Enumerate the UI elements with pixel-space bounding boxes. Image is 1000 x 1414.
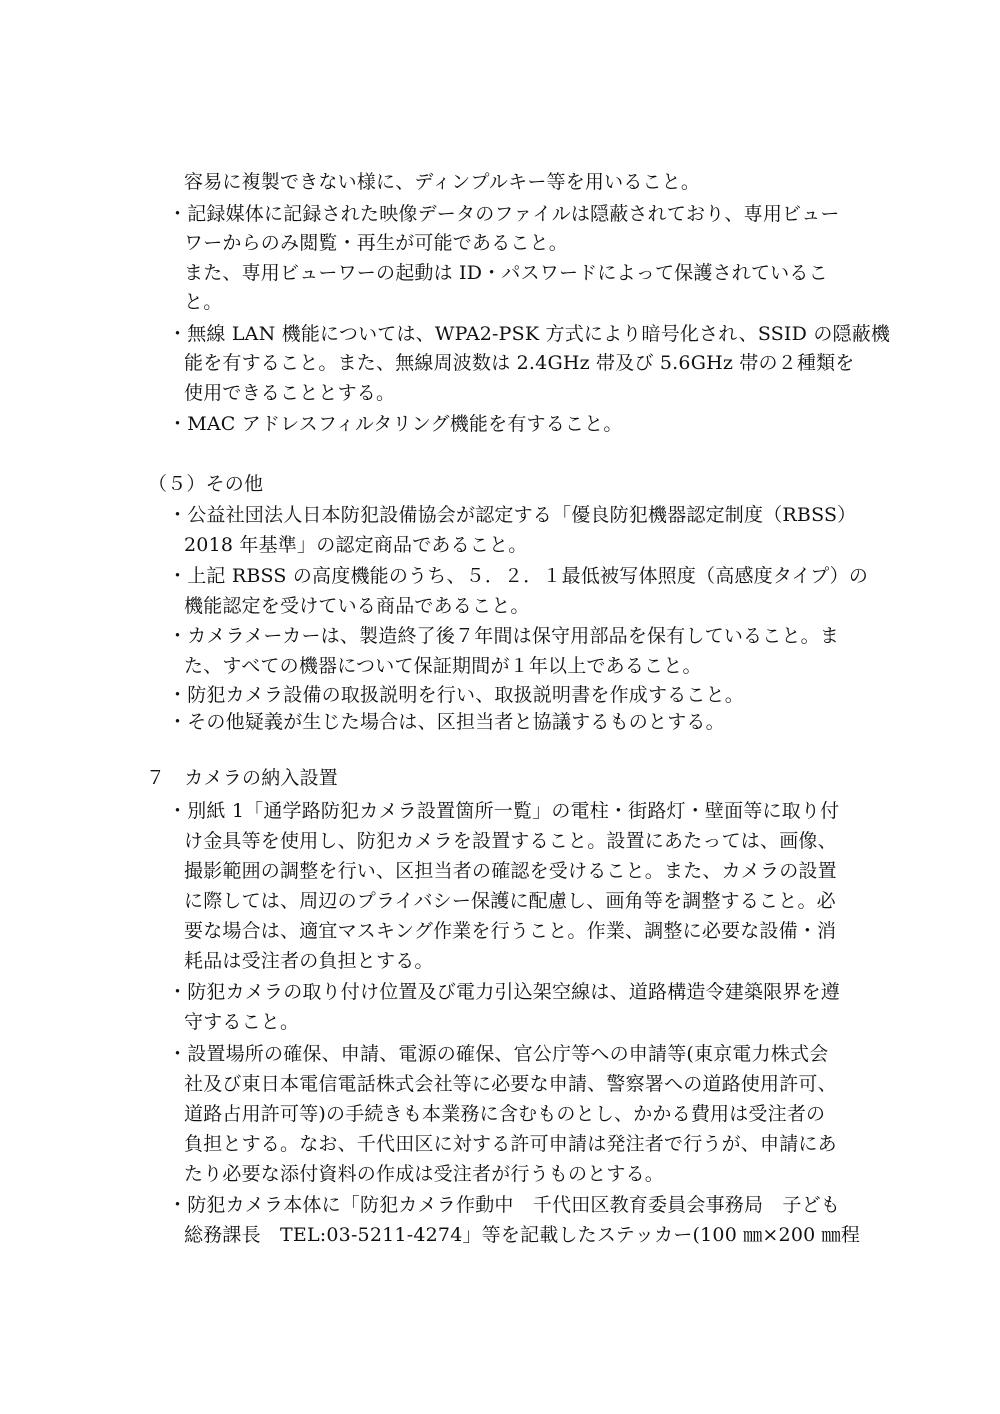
bullet-item: ・防犯カメラ設備の取扱説明を行い、取扱説明書を作成すること。 [168,684,745,706]
text-line: 要な場合は、適宜マスキング作業を行うこと。作業、調整に必要な設備・消 [184,920,837,942]
text-line: 耗品は受注者の負担とする。 [184,950,434,972]
text-line: と。 [184,291,223,313]
text-line: に際しては、周辺のプライバシー保護に配慮し、画角等を調整すること。必 [184,890,836,912]
text-line: 社及び東日本電信電話株式会社等に必要な申請、警察署への道路使用許可、 [184,1073,837,1095]
section-heading: （５）その他 [148,473,264,495]
bullet-item: ・記録媒体に記録された映像データのファイルは隠蔽されており、専用ビュー [168,203,840,225]
text-line: また、専用ビューワーの起動は ID・パスワードによって保護されているこ [184,262,828,284]
text-line: ワーからのみ閲覧・再生が可能であること。 [184,232,569,254]
bullet-item: ・無線 LAN 機能については、WPA2-PSK 方式により暗号化され、SSID の隠蔽機 [168,323,891,345]
text-line: た、すべての機器について保証期間が１年以上であること。 [184,655,702,677]
bullet-item: ・カメラメーカーは、製造終了後７年間は保守用部品を保有していること。ま [168,625,840,647]
bullet-item: ・その他疑義が生じた場合は、区担当者と協議するものとする。 [168,711,725,733]
text-line: 能を有すること。また、無線周波数は 2.4GHz 帯及び 5.6GHz 帯の２種類を [184,352,855,374]
text-line: 道路占用許可等)の手続きも本業務に含むものとし、かかる費用は受注者の [184,1103,826,1125]
text-line: 撮影範囲の調整を行い、区担当者の確認を受けること。また、カメラの設置 [184,860,837,882]
bullet-item: ・別紙 1「通学路防犯カメラ設置箇所一覧」の電柱・街路灯・壁面等に取り付 [168,800,840,822]
text-line: たり必要な添付資料の作成は受注者が行うものとする。 [184,1163,665,1185]
text-line: 総務課長 TEL:03-5211-4274」等を記載したステッカー(100 ㎜×200 ㎜程 [184,1224,861,1246]
bullet-item: ・上記 RBSS の高度機能のうち、５．２．１最低被写体照度（高感度タイプ）の [168,565,869,587]
text-line: 2018 年基準」の認定商品であること。 [184,534,528,556]
bullet-item: ・設置場所の確保、申請、電源の確保、官公庁等への申請等(東京電力株式会 [168,1043,829,1065]
text-line: 機能認定を受けている商品であること。 [184,595,530,617]
bullet-item: ・MAC アドレスフィルタリング機能を有すること。 [168,413,623,435]
text-line: 容易に複製できない様に、ディンプルキー等を用いること。 [184,171,701,193]
text-line: 守すること。 [184,1011,300,1033]
bullet-item: ・防犯カメラの取り付け位置及び電力引込架空線は、道路構造令建築限界を遵 [168,981,841,1003]
text-line: 負担とする。なお、千代田区に対する許可申請は発注者で行うが、申請にあ [184,1133,837,1155]
text-line: 使用できることとする。 [184,382,396,404]
text-line: け金具等を使用し、防犯カメラを設置すること。設置にあたっては、画像、 [184,830,837,852]
bullet-item: ・防犯カメラ本体に「防犯カメラ作動中 千代田区教育委員会事務局 子ども [168,1194,841,1216]
section-heading: ７ カメラの納入設置 [146,767,339,789]
bullet-item: ・公益社団法人日本防犯設備協会が認定する「優良防犯機器認定制度（RBSS） [168,504,857,526]
